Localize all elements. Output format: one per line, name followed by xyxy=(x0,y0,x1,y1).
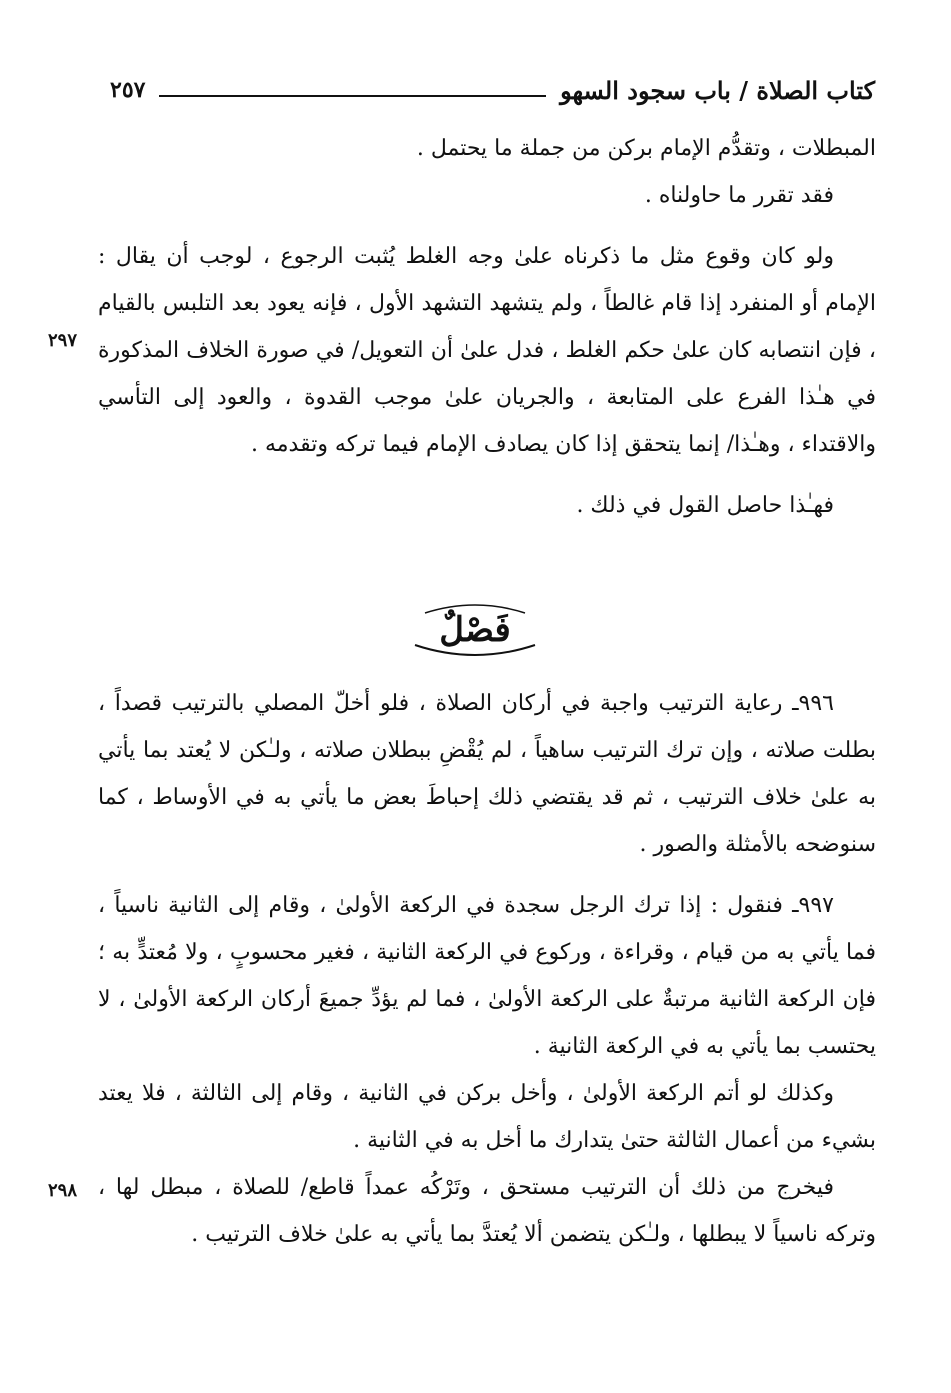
running-header xyxy=(110,70,875,110)
paragraph-8: فيخرج من ذلك أن الترتيب مستحق ، وتَرْكُه عمداً قاطع/ للصلاة ، مبطل لها ، وتركه ناسياً لا يبطلها ، ولـٰكن يتضمن ألا يُعتدَّ بما يأتي به علىٰ خلاف الترتيب . xyxy=(98,1175,876,1247)
header-rule xyxy=(159,95,546,97)
paragraph-1: المبطلات ، وتقدُّم الإمام بركن من جملة ما يحتمل . xyxy=(416,136,876,161)
paragraph-2: فقد تقرر ما حاولناه . xyxy=(644,183,834,208)
header-title: كتاب الصلاة / باب سجود السهو xyxy=(560,75,875,105)
page-number: ٢٥٧ xyxy=(110,77,146,103)
paragraph-3: ولو كان وقوع مثل ما ذكرناه علىٰ وجه الغلط يُثبت الرجوع ، لوجب أن يقال : الإمام أو المنفرد إذا قام غالطاً ، ولم يتشهد التشهد الأول ، فإنه يعود بعد التلبس بالقيام ، فإن انتصابه كان علىٰ حكم الغلط ، فدل علىٰ أن التعويل/ في صورة الخلاف المذكورة في هـٰذا الفرع على المتابعة ، والجريان علىٰ موجب القدوة ، والعود إلى التأسي والاقتداء ، وهـٰذا/ إنما يتحقق إذا كان يصادف الإمام فيما تركه وتقدمه . xyxy=(98,244,876,457)
margin-note-297: ٢٩٧ xyxy=(48,330,78,351)
margin-note-298: ٢٩٨ xyxy=(48,1180,78,1201)
paragraph-5: ٩٩٦ـ رعاية الترتيب واجبة في أركان الصلاة ، فلو أخلّ المصلي بالترتيب قصداً ، بطلت صلاته ، وإن ترك الترتيب ساهياً ، لم يُقْضِ ببطلان صلاته ، ولـٰكن لا يُعتد بما يأتي به علىٰ خلاف الترتيب ، ثم قد يقتضي ذلك إحباطَ بعض ما يأتي به في الأوساط ، كما سنوضحه بالأمثلة والصور . xyxy=(98,691,876,857)
section-heading-text: فَصْلٌ xyxy=(439,610,511,650)
ornament-frame xyxy=(395,595,555,665)
section-heading xyxy=(395,595,555,665)
paragraph-6: ٩٩٧ـ فنقول : إذا ترك الرجل سجدة في الركعة الأولىٰ ، وقام إلى الثانية ناسياً ، فما يأتي به من قيام ، وقراءة ، وركوع في الركعة الثانية ، فغير محسوبٍ ، ولا مُعتدٍّ به ؛ فإن الركعة الثانية مرتبةٌ على الركعة الأولىٰ ، فما لم يؤدِّ جميعَ أركان الركعة الأولىٰ ، لا يحتسب بما يأتي به في الركعة الثانية . xyxy=(98,893,876,1059)
paragraph-7: وكذلك لو أتم الركعة الأولىٰ ، وأخل بركن في الثانية ، وقام إلى الثالثة ، فلا يعتد بشيء من أعمال الثالثة حتىٰ يتدارك ما أخل به في الثانية . xyxy=(98,1081,876,1153)
paragraph-4: فهـٰذا حاصل القول في ذلك . xyxy=(576,493,834,518)
text-block-upper xyxy=(98,125,876,529)
text-block-lower xyxy=(98,680,876,1258)
